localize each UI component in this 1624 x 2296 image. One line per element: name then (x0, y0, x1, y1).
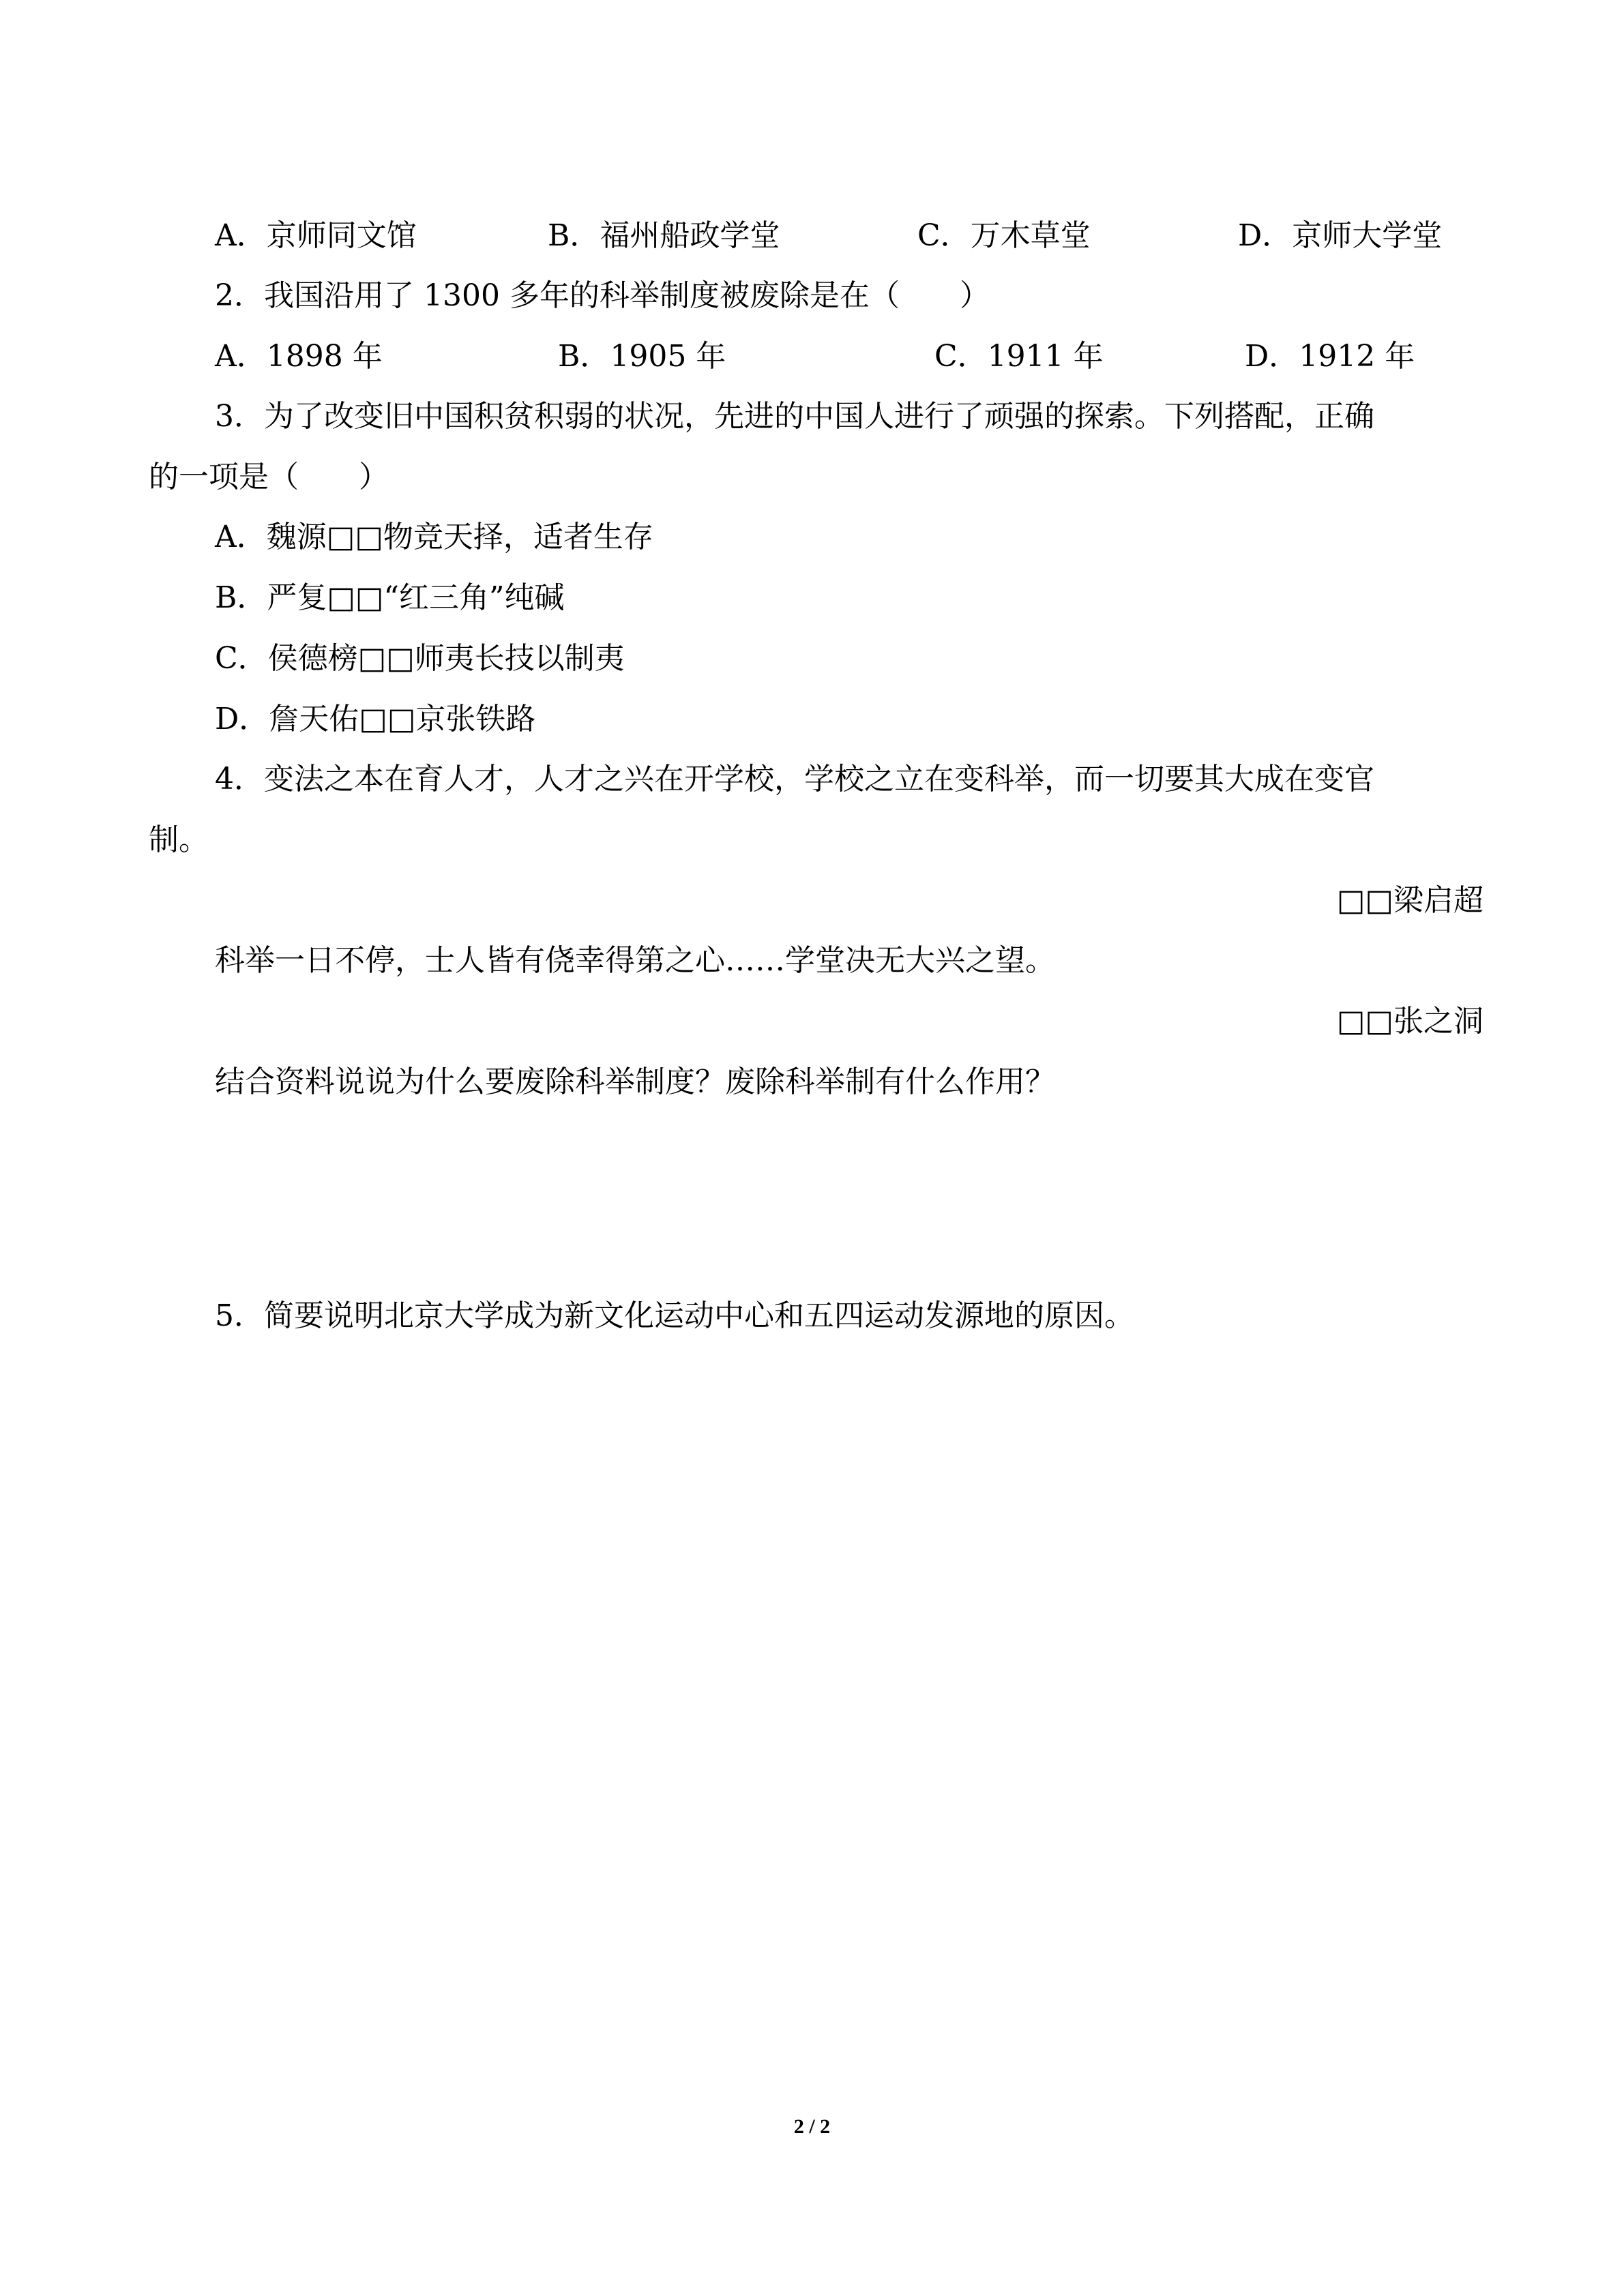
q3-stem-line-1: 3．为了改变旧中国积贫积弱的状况，先进的中国人进行了顽强的探索。下列搭配，正确 (215, 399, 1374, 434)
q3-option-a: A．魏源□□物竞天择，适者生存 (215, 520, 653, 554)
q2-option-c: C．1911 年 (934, 339, 1104, 374)
q1-option-c: C．万木草堂 (917, 218, 1091, 253)
q2-option-b: B．1905 年 (558, 339, 726, 374)
q4-quote-2-source: □□张之洞 (1336, 1004, 1483, 1039)
q4-question: 结合资料说说为什么要废除科举制度？废除科举制有什么作用？ (215, 1064, 1055, 1099)
q4-quote-1-line-2: 制。 (149, 822, 209, 857)
q3-option-b: B．严复□□“红三角”纯碱 (215, 580, 565, 615)
q2-option-d: D．1912 年 (1245, 339, 1415, 374)
q1-option-d: D．京师大学堂 (1238, 218, 1443, 253)
q2-stem: 2．我国沿用了 1300 多年的科举制度被废除是在（ ） (215, 278, 990, 313)
q3-stem-line-2: 的一项是（ ） (149, 460, 389, 494)
q3-option-c: C．侯德榜□□师夷长技以制夷 (215, 641, 625, 676)
page-number: 2 / 2 (793, 2115, 831, 2138)
q1-option-a: A．京师同文馆 (215, 218, 417, 253)
q1-option-b: B．福州船政学堂 (548, 218, 780, 253)
q4-quote-2: 科举一日不停，士人皆有侥幸得第之心……学堂决无大兴之望。 (215, 943, 1055, 978)
q2-option-a: A．1898 年 (215, 339, 383, 374)
q4-quote-1-source: □□梁启超 (1336, 883, 1483, 918)
q5-question: 5．简要说明北京大学成为新文化运动中心和五四运动发源地的原因。 (215, 1298, 1134, 1333)
q3-option-d: D．詹天佑□□京张铁路 (215, 702, 536, 736)
q4-quote-1-line-1: 4．变法之本在育人才，人才之兴在开学校，学校之立在变科举，而一切要其大成在变官 (215, 762, 1374, 796)
